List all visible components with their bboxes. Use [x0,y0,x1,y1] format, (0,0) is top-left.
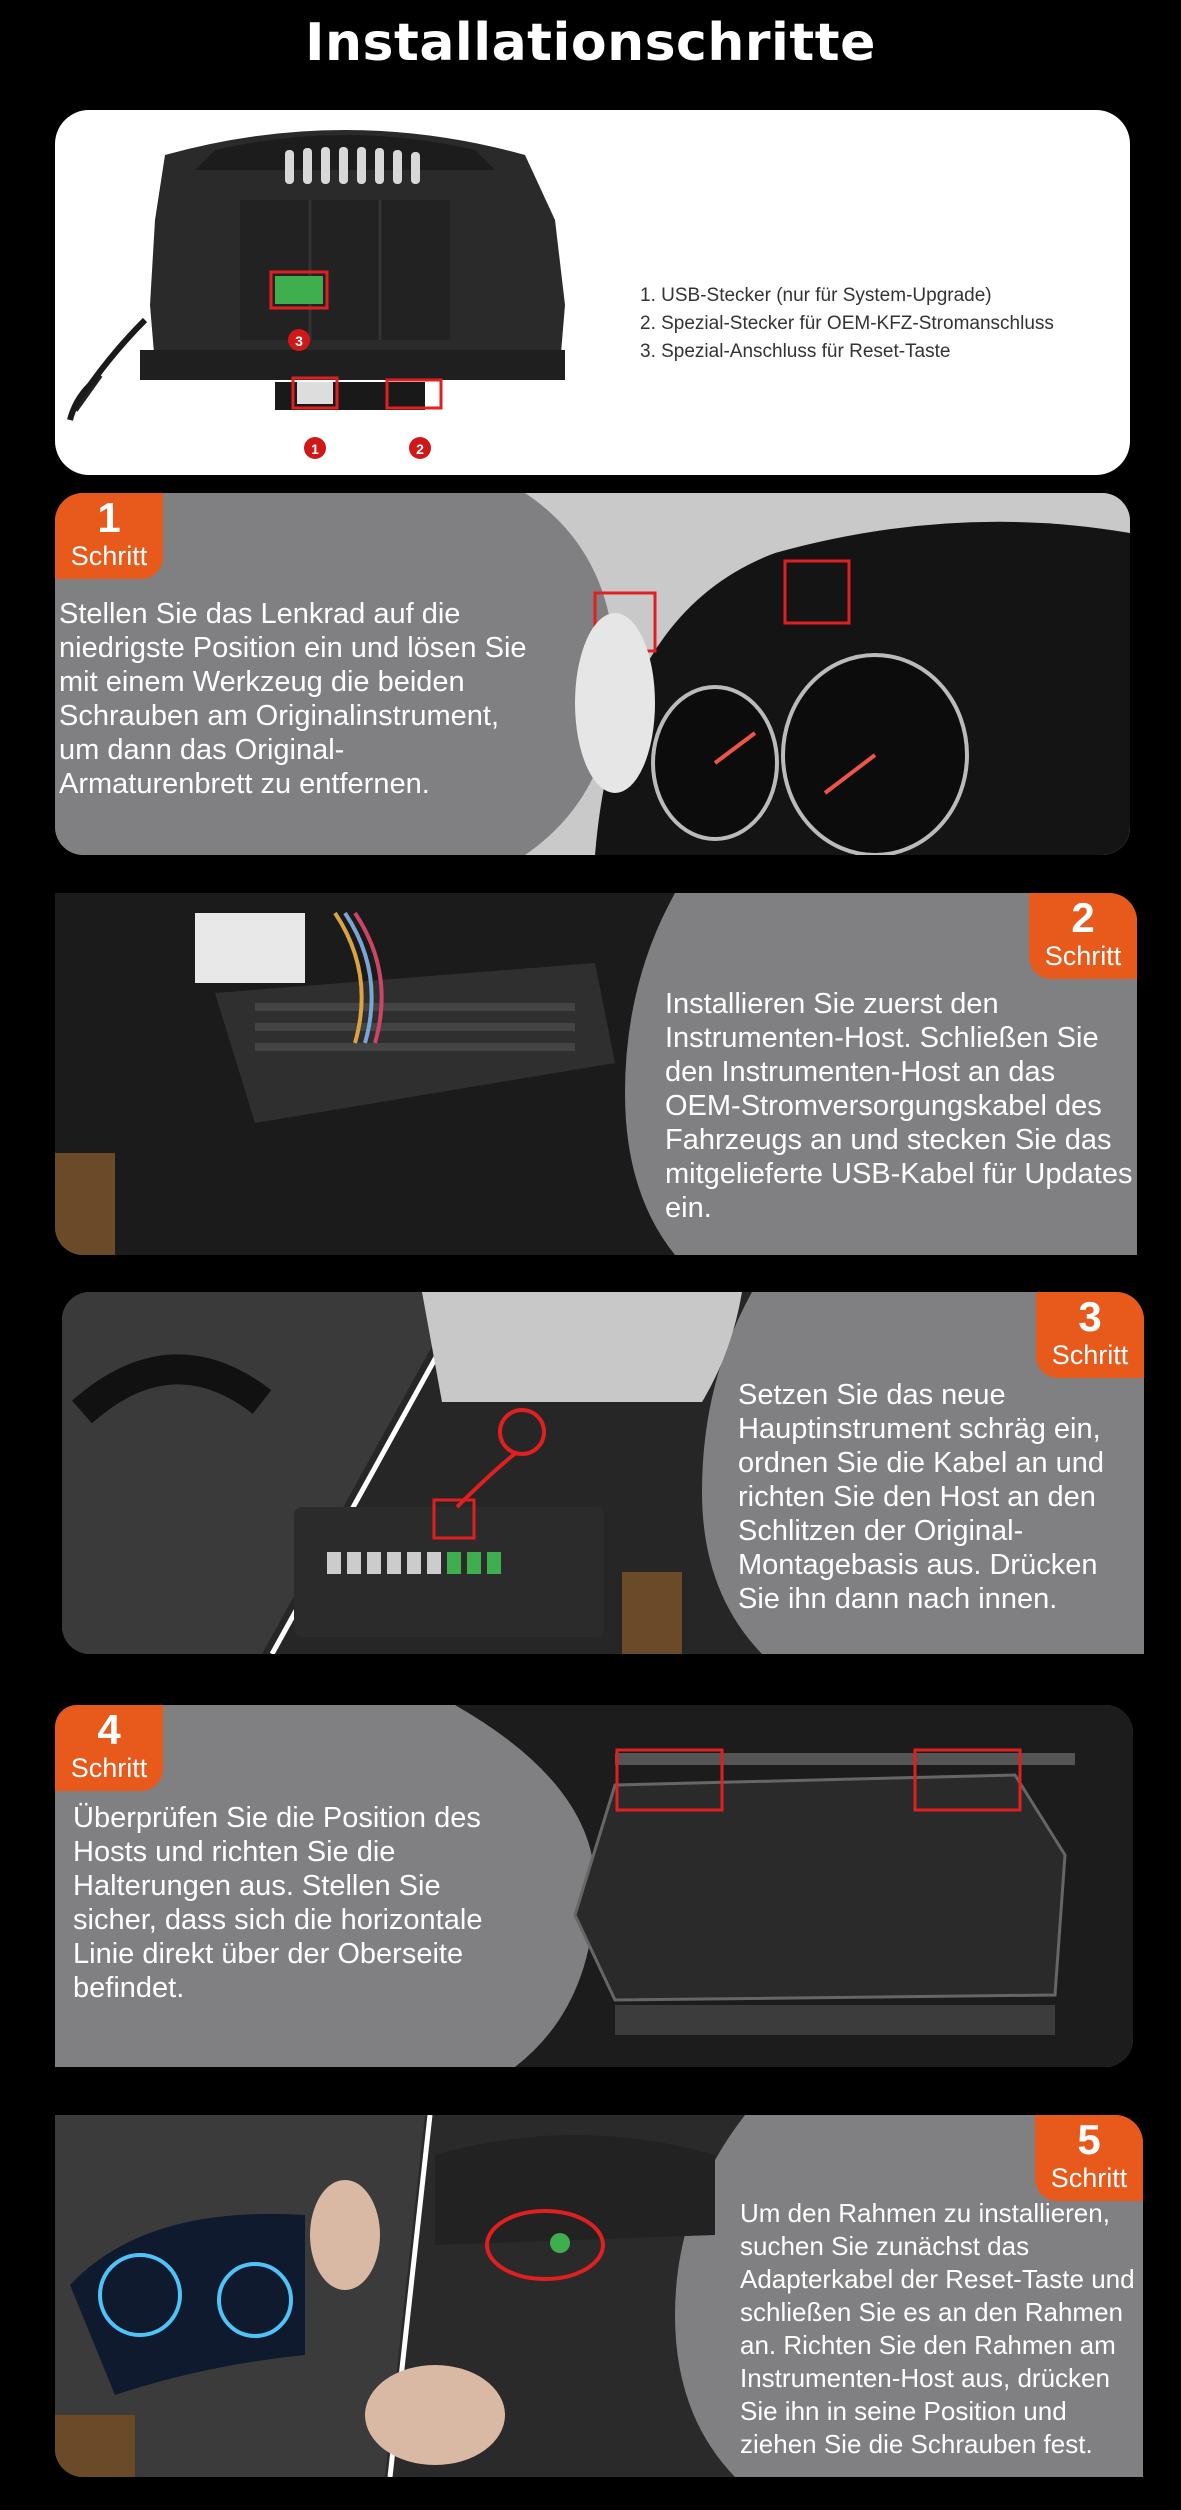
step-4-panel [55,1705,1133,2067]
marker-1: 1 [311,441,319,457]
step-3-text: Setzen Sie das neue Hauptinstrument schräg ein, ordnen Sie die Kabel an und richten Sie den Host an den Schlitzen der Original-Montagebasis aus. Drücken Sie ihn dann nach innen. [738,1379,1105,1615]
step-number: 5 [1077,2116,1101,2163]
step-label: Schritt [1050,2163,1128,2193]
step-number: 4 [97,1706,121,1753]
step-label: Schritt [70,1753,148,1783]
step-label: Schritt [1044,941,1122,971]
step-5-badge [1035,2115,1143,2201]
page-title: Installationschritte [305,13,876,73]
legend-item: 3. Spezial-Anschluss für Reset-Taste [640,341,951,362]
step-5-panel [55,2115,1143,2477]
step-3-badge [1036,1292,1144,1378]
step-2-badge [1029,893,1137,979]
step-label: Schritt [1051,1340,1129,1370]
step-number: 3 [1078,1293,1102,1340]
step-4-text: Überprüfen Sie die Position des Hosts und richten Sie die Halterungen aus. Stellen Sie sicher, dass sich die horizontale Linie direkt über der Oberseite befindet. [73,1802,483,2004]
marker-2: 2 [416,441,424,457]
step-number: 2 [1071,894,1095,941]
step-5-text: Um den Rahmen zu installieren, suchen Sie zunächst das Adapterkabel der Reset-Taste und schließen Sie es an den Rahmen an. Richten Sie den Rahmen am Instrumenten-Host aus, drücken Sie ihn in seine Position und ziehen Sie die Schrauben fest. [740,2198,1135,2459]
step-3-panel [62,1292,1144,1654]
legend-item: 1. USB-Stecker (nur für System-Upgrade) [640,285,992,306]
marker-3: 3 [295,333,303,349]
step-1-badge [55,493,163,579]
step-2-text: Installieren Sie zuerst den Instrumenten-Host. Schließen Sie den Instrumenten-Host an das OEM-Stromversorgungskabel des Fahrzeugs an und stecken Sie das mitgelieferte USB-Kabel für Updates ein. [665,988,1133,1224]
intro-panel [55,110,1130,475]
step-4-badge [55,1705,163,1791]
step-1-panel [55,493,1130,855]
step-1-text: Stellen Sie das Lenkrad auf die niedrigste Position ein und lösen Sie mit einem Werkzeug die beiden Schrauben am Originalinstrument, um dann das Original-Armaturenbrett zu entfernen. [59,598,527,800]
step-number: 1 [97,494,121,541]
step-label: Schritt [70,541,148,571]
connector-legend [640,282,1054,366]
legend-item: 2. Spezial-Stecker für OEM-KFZ-Stromanschluss [640,313,1054,334]
instrument-rear-image [55,110,575,475]
step-2-panel [55,893,1137,1255]
